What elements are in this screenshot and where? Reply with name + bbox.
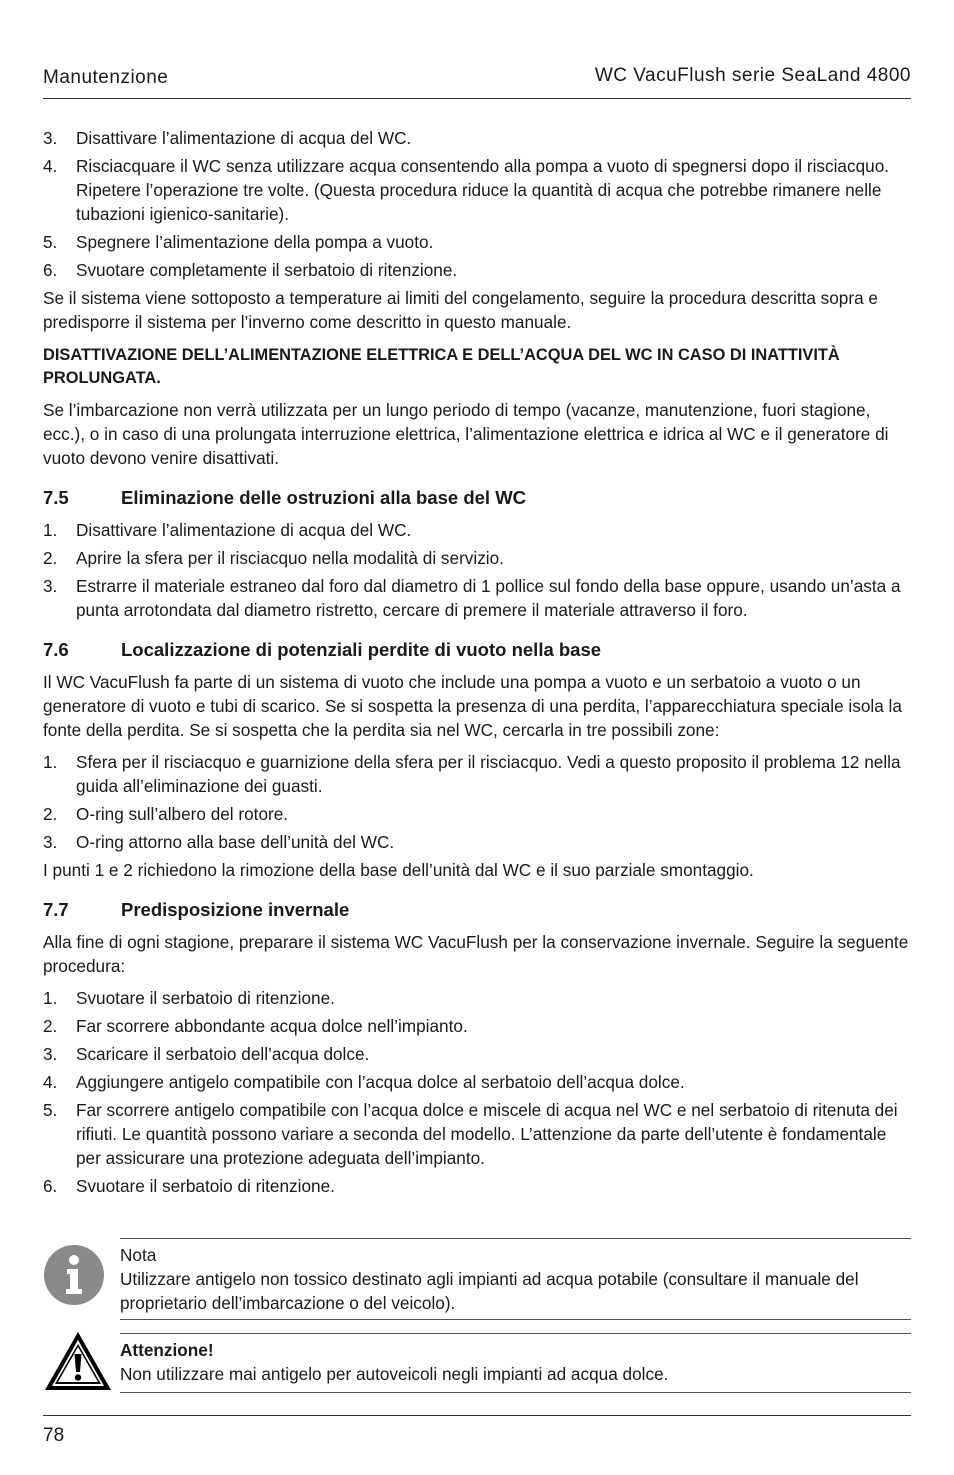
list-a [43, 126, 911, 282]
section-heading-7-7: 7.7 Predisposizione invernale [43, 899, 350, 920]
paragraph-7-6-outro: I punti 1 e 2 richiedono la rimozione della base dell’unità dal WC e il suo parziale smontaggio. [43, 860, 754, 880]
caution-label: Attenzione! [120, 1340, 214, 1360]
list-item: 4. Risciacquare il WC senza utilizzare acqua consentendo alla pompa a vuoto di spegnersi dopo il risciacquo. Ripetere l’operazione tre volte. (Questa procedura riduce la quantità di acqua che potrebbe rimanere nelle tubazioni igienico-sanitarie). [43, 156, 890, 224]
list-item: 5. Far scorrere antigelo compatibile con l’acqua dolce e miscele di acqua nel WC e nel serbatoio di ritenuta dei rifiuti. Le quantità possono variare a seconda del modello. L’attenzione da parte dell’utente è fondamentale per assicurare una protezione adeguata dell’impianto. [43, 1100, 898, 1168]
note-label: Nota [120, 1245, 157, 1265]
list-item: 1. Sfera per il risciacquo e guarnizione della sfera per il risciacquo. Vedi a questo proposito il problema 12 nella guida all’eliminazione dei guasti. [43, 752, 901, 796]
main-content [43, 126, 911, 1202]
info-icon [43, 1244, 105, 1312]
list-item: 1. Svuotare il serbatoio di ritenzione. [43, 988, 335, 1008]
list-item: 3. Scaricare il serbatoio dell’acqua dolce. [43, 1044, 370, 1064]
paragraph-7-7-intro: Alla fine di ogni stagione, preparare il sistema WC VacuFlush per la conservazione invernale. Seguire la seguente procedura: [43, 932, 909, 976]
section-heading-7-6: 7.6 Localizzazione di potenziali perdite di vuoto nella base [43, 639, 602, 660]
list-item: 3. O-ring attorno alla base dell’unità del WC. [43, 832, 395, 852]
list-7-5 [43, 518, 911, 622]
note-text: Utilizzare antigelo non tossico destinato agli impianti ad acqua potabile (consultare il manuale del proprietario dell’imbarcazione o del veicolo). [120, 1269, 859, 1313]
list-item: 2. O-ring sull’albero del rotore. [43, 804, 289, 824]
warning-icon [43, 1330, 113, 1398]
list-item: 1. Disattivare l’alimentazione di acqua del WC. [43, 520, 412, 540]
section-heading-7-5: 7.5 Eliminazione delle ostruzioni alla base del WC [43, 487, 527, 508]
note-box [43, 1238, 911, 1322]
caution-box [43, 1333, 911, 1395]
list-7-7 [43, 986, 911, 1198]
header-section: Manutenzione [43, 67, 169, 88]
page-header [43, 64, 911, 99]
heading-disable: DISATTIVAZIONE DELL’ALIMENTAZIONE ELETTRICA E DELL’ACQUA DEL WC IN CASO DI INATTIVITÀ PROLUNGATA. [43, 346, 840, 387]
paragraph-disable: Se l’imbarcazione non verrà utilizzata per un lungo periodo di tempo (vacanze, manutenzione, fuori stagione, ecc.), o in caso di una prolungata interruzione elettrica, l’alimentazione elettrica e idrica al WC e il generatore di vuoto devono venire disattivati. [43, 400, 889, 468]
list-item: 2. Far scorrere abbondante acqua dolce nell’impianto. [43, 1016, 468, 1036]
list-item: 4. Aggiungere antigelo compatibile con l’acqua dolce al serbatoio dell’acqua dolce. [43, 1072, 685, 1092]
list-item: 5. Spegnere l’alimentazione della pompa a vuoto. [43, 232, 434, 252]
paragraph-7-6-intro: Il WC VacuFlush fa parte di un sistema di vuoto che include una pompa a vuoto e un serbatoio a vuoto o un generatore di vuoto e tubi di scarico. Se si sospetta la presenza di una perdita, l’apparecchiatura speciale isola la fonte della perdita. Se si sospetta che la perdita sia nel WC, cercarla in tre possibili zone: [43, 672, 902, 740]
header-product: WC VacuFlush serie SeaLand 4800 [594, 65, 911, 86]
list-item: 3. Estrarre il materiale estraneo dal foro dal diametro di 1 pollice sul fondo della base oppure, usando un’asta a punta arrotondata dal diametro ristretto, cercare di premere il materiale attraverso il foro. [43, 576, 901, 620]
list-7-6 [43, 750, 911, 854]
list-item: 6. Svuotare il serbatoio di ritenzione. [43, 1176, 335, 1196]
list-item: 3. Disattivare l’alimentazione di acqua del WC. [43, 128, 412, 148]
list-item: 6. Svuotare completamente il serbatoio di ritenzione. [43, 260, 458, 280]
page-footer [43, 1415, 911, 1446]
paragraph-freeze: Se il sistema viene sottoposto a temperature ai limiti del congelamento, seguire la procedura descritta sopra e predisporre il sistema per l’inverno come descritto in questo manuale. [43, 288, 878, 332]
list-item: 2. Aprire la sfera per il risciacquo nella modalità di servizio. [43, 548, 504, 568]
caution-text: Non utilizzare mai antigelo per autoveicoli negli impianti ad acqua dolce. [120, 1364, 669, 1384]
page-number: 78 [43, 1425, 65, 1446]
